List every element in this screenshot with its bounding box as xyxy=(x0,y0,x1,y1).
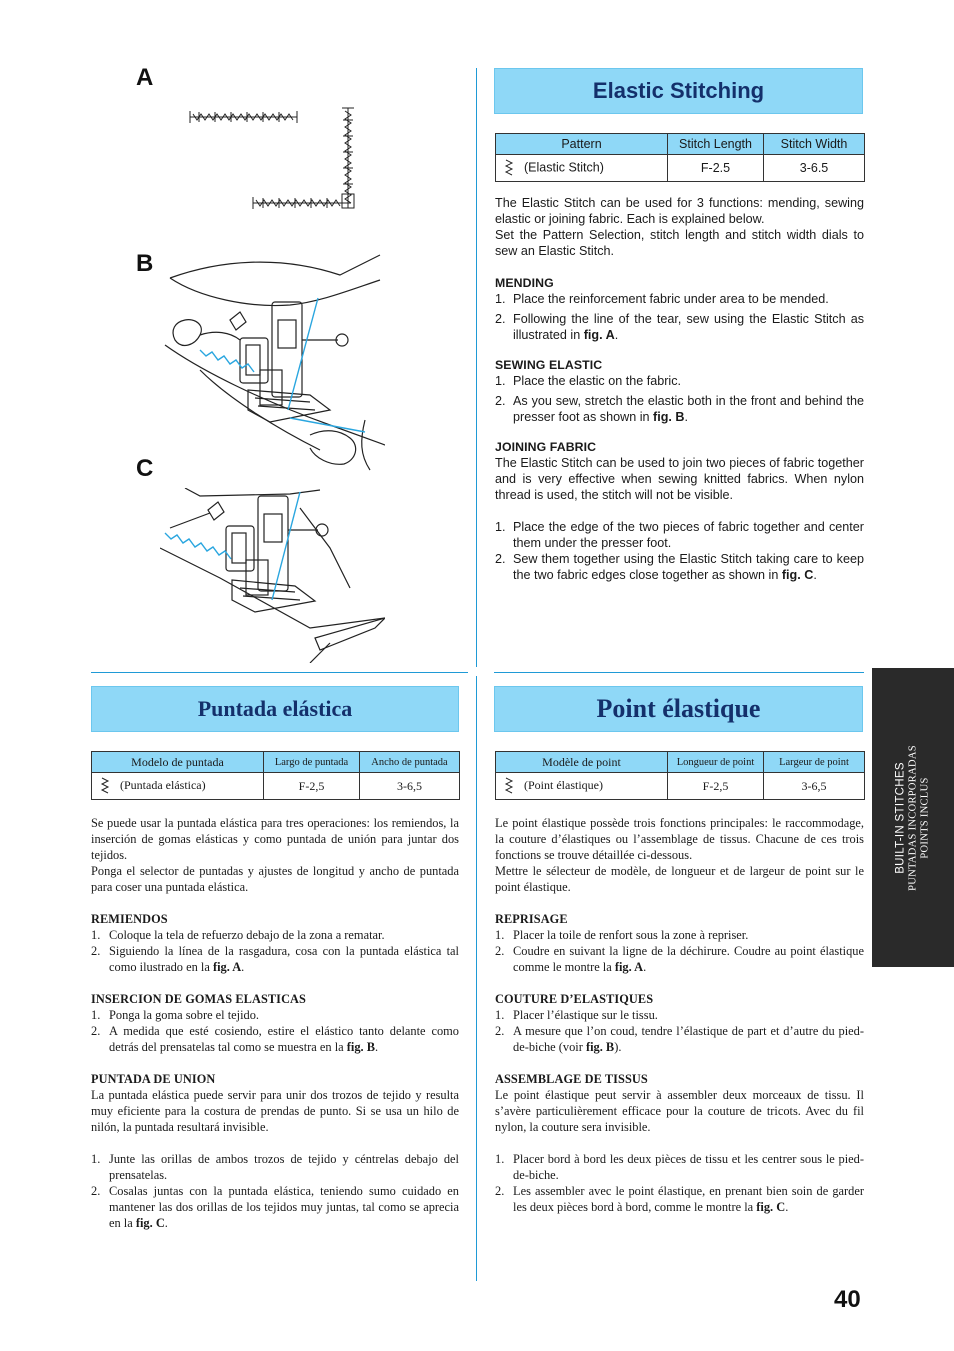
figure-b-illustration xyxy=(160,250,385,475)
table-cell-pattern xyxy=(496,773,668,800)
figure-c-illustration xyxy=(160,488,385,663)
intro-paragraph-2: Ponga el selector de puntadas y ajustes de longitud y ancho de puntada para coser una puntada elástica. xyxy=(91,864,459,894)
list-item: 2. Sew them together using the Elastic Stitch taking care to keep the two fabric edges close together as shown in fig. C. xyxy=(495,552,864,582)
column-divider-bottom xyxy=(476,676,477,1281)
english-body xyxy=(495,195,864,587)
heading-mending: MENDING xyxy=(495,276,554,290)
list-item: 2. A mesure que l’on coud, tendre l’élastique de part et d’autre du pied-de-biche (voir fig. B). xyxy=(495,1024,864,1054)
list-item: 2. Coudre en suivant la ligne de la déchirure. Coudre au point élastique comme le montre la fig. A. xyxy=(495,944,864,974)
intro-paragraph-2: Set the Pattern Selection, stitch length and stitch width dials to sew an Elastic Stitch. xyxy=(495,228,864,258)
pattern-name: (Point élastique) xyxy=(524,777,603,792)
list-item: 1. Place the elastic on the fabric. xyxy=(495,374,682,388)
list-item: 1. Placer l’élastique sur le tissu. xyxy=(495,1008,658,1022)
heading-mending: REMIENDOS xyxy=(91,912,168,926)
list-item: 2. As you sew, stretch the elastic both in the front and behind the presser foot as shown in fig. B. xyxy=(495,394,864,424)
joining-paragraph: Le point élastique peut servir à assembler deux morceaux de tissu. Il s’avère particulièrement efficace pour la couture de tricots. Avec du fil nylon, la couture sera invisible. xyxy=(495,1088,864,1134)
heading-sewing-elastic: COUTURE D’ELASTIQUES xyxy=(495,992,654,1006)
pattern-name: (Puntada elástica) xyxy=(120,777,206,792)
pattern-name: (Elastic Stitch) xyxy=(524,160,604,175)
elastic-stitch-icon xyxy=(502,158,516,178)
intro-paragraph: The Elastic Stitch can be used for 3 functions: mending, sewing elastic or joining fabric. Each is explained below. xyxy=(495,196,864,226)
section-title-english: Elastic Stitching xyxy=(494,68,863,114)
figure-label-b: B xyxy=(136,250,154,277)
table-header-pattern: Modelo de puntada xyxy=(92,752,264,773)
page-number: 40 xyxy=(834,1286,861,1313)
heading-sewing-elastic: SEWING ELASTIC xyxy=(495,358,603,372)
table-cell-pattern xyxy=(496,155,668,182)
heading-mending: REPRISAGE xyxy=(495,912,568,926)
table-cell-length: F-2,5 xyxy=(264,773,360,800)
list-item: 2. Cosalas juntas con la puntada elástica, teniendo sumo cuidado en mantener las dos orillas de los tejidos muy juntas, tal como se aprecia en la fig. C. xyxy=(91,1184,459,1230)
heading-joining-fabric: JOINING FABRIC xyxy=(495,440,597,454)
table-header-width: Largeur de point xyxy=(764,752,865,773)
table-cell-width: 3-6,5 xyxy=(764,773,865,800)
list-item: 2. Siguiendo la línea de la rasgadura, cosa con la puntada elástica tal como ilustrado en la fig. A. xyxy=(91,944,459,974)
spanish-body xyxy=(91,815,459,1235)
table-header-length: Stitch Length xyxy=(668,134,764,155)
table-header-width: Stitch Width xyxy=(764,134,865,155)
spec-table-spanish xyxy=(91,751,460,800)
heading-joining-fabric: PUNTADA DE UNION xyxy=(91,1072,216,1086)
horizontal-divider-left xyxy=(91,672,468,673)
table-header-pattern: Modèle de point xyxy=(496,752,668,773)
list-item: 2. Les assembler avec le point élastique, en prenant bien soin de garder les deux pièces bord à bord, comme le montre la fig. C. xyxy=(495,1184,864,1214)
table-cell-length: F-2,5 xyxy=(668,773,764,800)
table-header-length: Longueur de point xyxy=(668,752,764,773)
list-item: 1. Placer la toile de renfort sous la zone à repriser. xyxy=(495,928,749,942)
section-title-spanish: Puntada elástica xyxy=(91,686,459,732)
spec-table-english xyxy=(495,133,865,182)
side-tab-spanish: PUNTADAS INCORPORADAS xyxy=(907,744,919,891)
horizontal-divider-right xyxy=(494,672,864,673)
french-body xyxy=(495,815,864,1219)
table-header-pattern: Pattern xyxy=(496,134,668,155)
elastic-stitch-icon xyxy=(98,776,112,796)
figure-label-a: A xyxy=(136,64,154,91)
heading-joining-fabric: ASSEMBLAGE DE TISSUS xyxy=(495,1072,648,1086)
column-divider-top xyxy=(476,68,477,667)
table-cell-width: 3-6,5 xyxy=(360,773,460,800)
table-cell-width: 3-6.5 xyxy=(764,155,865,182)
figure-label-c: C xyxy=(136,455,154,482)
list-item: 1. Placer bord à bord les deux pièces de tissu et les centrer sous le pied-de-biche. xyxy=(495,1152,864,1182)
spec-table-french xyxy=(495,751,865,800)
list-item: 2. Following the line of the tear, sew using the Elastic Stitch as illustrated in fig. A. xyxy=(495,312,864,342)
list-item: 2. A medida que esté cosiendo, estire el elástico tanto delante como detrás del prensatelas tal como se muestra en la fig. B. xyxy=(91,1024,459,1054)
intro-paragraph: Se puede usar la puntada elástica para tres operaciones: los remiendos, la inserción de gomas elásticas y como puntada de unión para juntar dos tejidos. xyxy=(91,816,459,862)
side-tab-english: BUILT-IN STITCHES xyxy=(894,761,907,874)
elastic-stitch-icon xyxy=(502,776,516,796)
heading-sewing-elastic: INSERCION DE GOMAS ELASTICAS xyxy=(91,992,306,1006)
figure-a-illustration xyxy=(185,100,365,215)
section-title-french: Point élastique xyxy=(494,686,863,732)
table-cell-length: F-2.5 xyxy=(668,155,764,182)
list-item: 1. Ponga la goma sobre el tejido. xyxy=(91,1008,260,1022)
intro-paragraph-2: Mettre le sélecteur de modèle, de longueur et de largeur de point sur le point élastique. xyxy=(495,864,864,894)
joining-paragraph: The Elastic Stitch can be used to join two pieces of fabric together and is very effective when sewing knitted fabrics. When nylon thread is used, the stitch will not be visible. xyxy=(495,456,864,502)
table-header-length: Largo de puntada xyxy=(264,752,360,773)
list-item: 1. Junte las orillas de ambos trozos de tejido y céntrelas debajo del prensatelas. xyxy=(91,1152,459,1182)
list-item: 1. Coloque la tela de refuerzo debajo de la zona a rematar. xyxy=(91,928,385,942)
chapter-side-tab xyxy=(872,668,954,967)
list-item: 1. Place the edge of the two pieces of fabric together and center them under the presser foot. xyxy=(495,520,864,550)
side-tab-french: POINTS INCLUS xyxy=(919,776,931,859)
intro-paragraph: Le point élastique possède trois fonctions principales: le raccommodage, la couture d’élastiques ou l’assemblage de tissus. Chacune de ces trois fonctions se trouve détaillée ci-dessous. xyxy=(495,816,864,862)
list-item: 1. Place the reinforcement fabric under area to be mended. xyxy=(495,292,829,306)
table-header-width: Ancho de puntada xyxy=(360,752,460,773)
table-cell-pattern xyxy=(92,773,264,800)
joining-paragraph: La puntada elástica puede servir para unir dos trozos de tejido y resulta muy eficiente para la costura de prendas de punto. Si se usa un hilo de nilón, la puntada resultará invisible. xyxy=(91,1088,459,1134)
